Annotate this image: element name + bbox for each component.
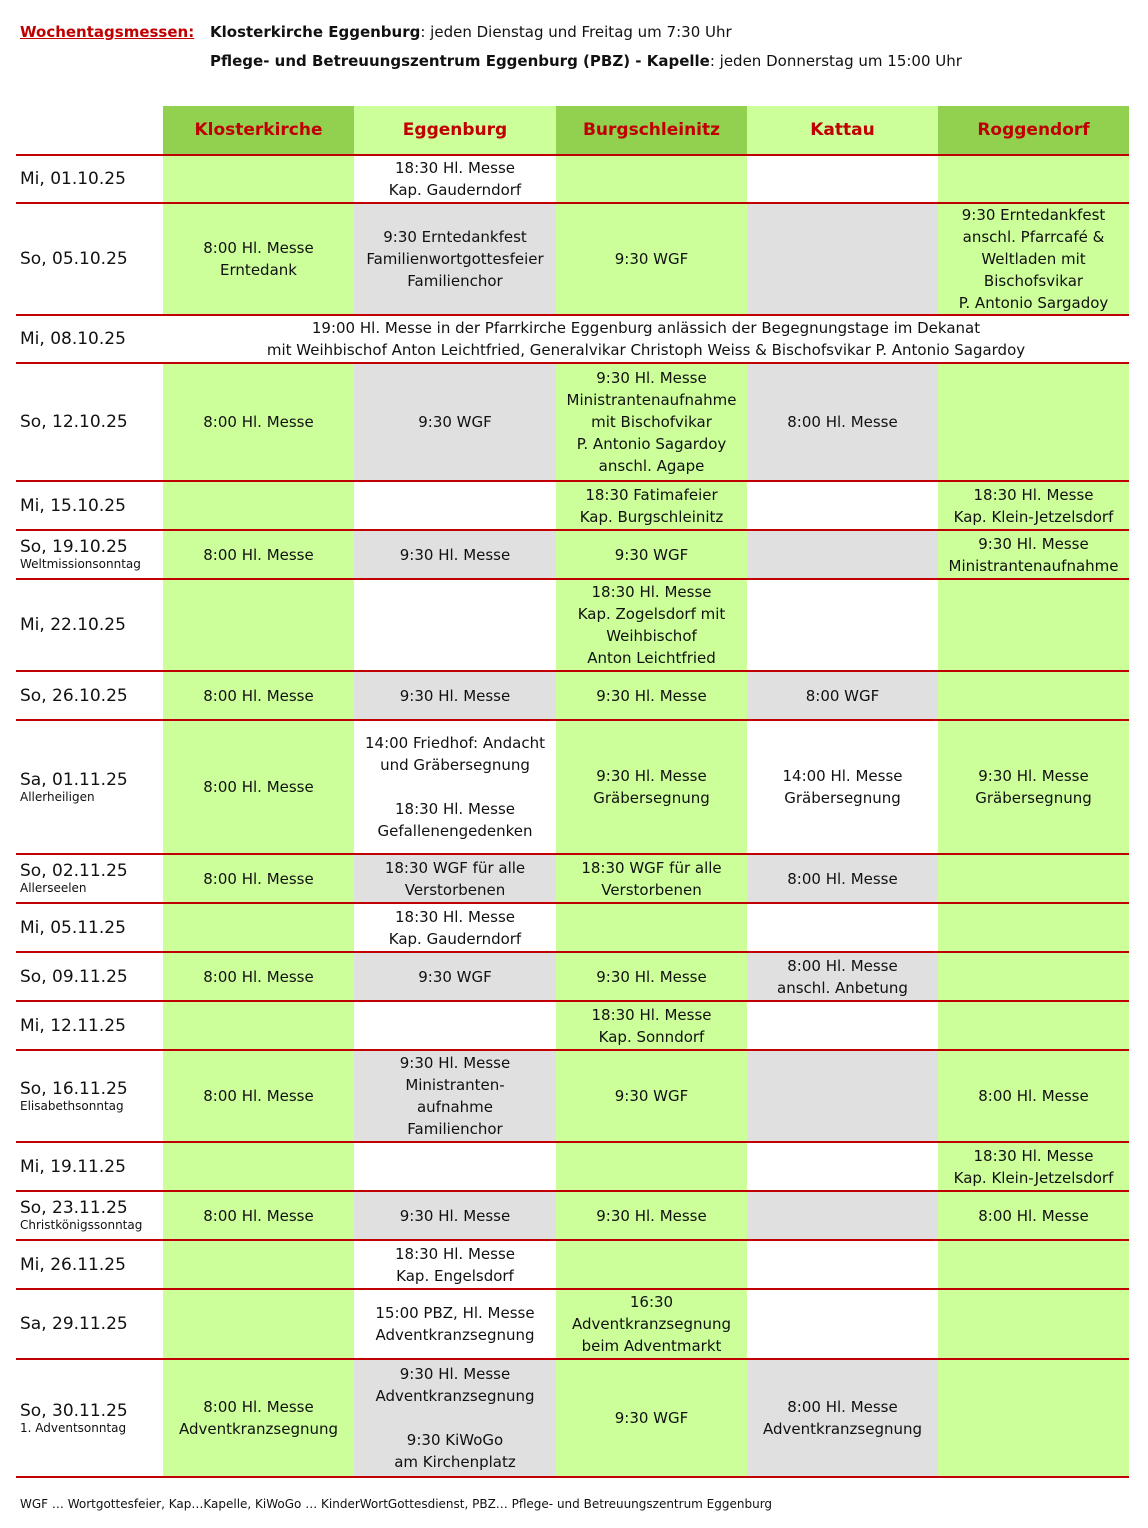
row-date-cell — [16, 530, 163, 579]
table-row — [16, 579, 1129, 671]
row-date-cell — [16, 481, 163, 530]
row-date-cell — [16, 671, 163, 720]
cell-burgschleinitz: 9:30 WGF — [556, 1050, 747, 1142]
cell-klosterkirche: 8:00 Hl. Messe — [163, 671, 354, 720]
cell-burgschleinitz: 18:30 Hl. Messe Kap. Zogelsdorf mit Weihbischof Anton Leichtfried — [556, 579, 747, 671]
column-header-eggenburg: Eggenburg — [354, 106, 556, 155]
cell-kattau — [747, 530, 938, 579]
row-date: Mi, 01.10.25 — [20, 169, 126, 189]
line-1-times: : jeden Dienstag und Freitag um 7:30 Uhr — [420, 23, 732, 41]
row-date: So, 05.10.25 — [20, 249, 128, 269]
row-occasion: Allerheiligen — [20, 789, 95, 804]
row-date: So, 02.11.25 — [20, 861, 128, 881]
row-date-cell — [16, 315, 163, 363]
table-row — [16, 481, 1129, 530]
cell-burgschleinitz: 9:30 Hl. Messe — [556, 952, 747, 1001]
table-row — [16, 952, 1129, 1001]
table-row — [16, 315, 1129, 363]
cell-klosterkirche: 8:00 Hl. Messe — [163, 530, 354, 579]
row-occasion: 1. Adventsonntag — [20, 1420, 127, 1435]
cell-klosterkirche — [163, 579, 354, 671]
cell-eggenburg: 18:30 Hl. Messe Kap. Gauderndorf — [354, 155, 556, 203]
cell-roggendorf — [938, 579, 1129, 671]
cell-burgschleinitz: 18:30 Fatimafeier Kap. Burgschleinitz — [556, 481, 747, 530]
table-row — [16, 1359, 1129, 1477]
abbreviation-legend: WGF … Wortgottesfeier, Kap…Kapelle, KiWoGo … KinderWortGottesdienst, PBZ… Pflege- und Betreuungszentrum Eggenburg — [20, 1497, 773, 1511]
cell-burgschleinitz: 9:30 Hl. Messe Gräbersegnung — [556, 720, 747, 854]
cell-roggendorf — [938, 854, 1129, 903]
mass-schedule-table — [16, 106, 1129, 1478]
cell-klosterkirche — [163, 155, 354, 203]
row-occasion: Christkönigssonntag — [20, 1218, 143, 1232]
cell-eggenburg — [354, 481, 556, 530]
column-header-burgschleinitz: Burgschleinitz — [556, 106, 747, 155]
row-date-cell — [16, 579, 163, 671]
cell-klosterkirche: 8:00 Hl. Messe Adventkranzsegnung — [163, 1359, 354, 1477]
row-date-cell — [16, 1359, 163, 1477]
cell-kattau — [747, 1142, 938, 1191]
cell-kattau — [747, 579, 938, 671]
cell-burgschleinitz: 18:30 WGF für alle Verstorbenen — [556, 854, 747, 903]
cell-burgschleinitz — [556, 903, 747, 952]
row-date-cell — [16, 854, 163, 903]
cell-kattau: 14:00 Hl. Messe Gräbersegnung — [747, 720, 938, 854]
weekday-masses-line-2 — [210, 47, 962, 76]
row-date-cell — [16, 720, 163, 854]
cell-kattau: 8:00 Hl. Messe Adventkranzsegnung — [747, 1359, 938, 1477]
cell-roggendorf — [938, 1359, 1129, 1477]
cell-klosterkirche — [163, 1001, 354, 1050]
row-date-cell — [16, 363, 163, 481]
cell-eggenburg: 9:30 Hl. Messe Adventkranzsegnung 9:30 KiWoGo am Kirchenplatz — [354, 1359, 556, 1477]
cell-kattau: 8:00 Hl. Messe anschl. Anbetung — [747, 952, 938, 1001]
cell-eggenburg: 9:30 Hl. Messe — [354, 530, 556, 579]
row-date: Mi, 12.11.25 — [20, 1015, 126, 1036]
cell-roggendorf — [938, 1001, 1129, 1050]
table-header-row — [16, 106, 1129, 155]
cell-roggendorf: 8:00 Hl. Messe — [938, 1191, 1129, 1240]
row-date-cell — [16, 203, 163, 315]
cell-eggenburg: 9:30 WGF — [354, 952, 556, 1001]
line-2-location: Pflege- und Betreuungszentrum Eggenburg (PBZ) - Kapelle — [210, 52, 710, 70]
row-date: Mi, 22.10.25 — [20, 615, 126, 635]
cell-kattau: 8:00 Hl. Messe — [747, 363, 938, 481]
row-date: Mi, 26.11.25 — [20, 1254, 126, 1275]
combined-event-cell: 19:00 Hl. Messe in der Pfarrkirche Eggenburg anlässich der Begegnungstage im Dekanat mit Weihbischof Anton Leichtfried, Generalvikar Christoph Weiss & Bischofsvikar P. Antonio Sagardoy — [163, 315, 1129, 363]
row-date-cell — [16, 1050, 163, 1142]
row-date: So, 16.11.25 — [20, 1078, 128, 1099]
row-date: Mi, 15.10.25 — [20, 495, 126, 516]
row-date: So, 12.10.25 — [20, 412, 128, 432]
row-date: So, 23.11.25 — [20, 1198, 128, 1218]
weekday-masses-line-1 — [210, 18, 732, 47]
cell-roggendorf — [938, 1289, 1129, 1359]
table-row — [16, 720, 1129, 854]
row-date-cell — [16, 1240, 163, 1289]
cell-eggenburg: 15:00 PBZ, Hl. Messe Adventkranzsegnung — [354, 1289, 556, 1359]
cell-roggendorf: 9:30 Erntedankfest anschl. Pfarrcafé & Weltladen mit Bischofsvikar P. Antonio Sargadoy — [938, 203, 1129, 315]
cell-klosterkirche: 8:00 Hl. Messe — [163, 363, 354, 481]
cell-burgschleinitz: 9:30 WGF — [556, 530, 747, 579]
row-date-cell — [16, 1001, 163, 1050]
table-row — [16, 854, 1129, 903]
cell-kattau: 8:00 Hl. Messe — [747, 854, 938, 903]
row-date: Mi, 19.11.25 — [20, 1156, 126, 1177]
cell-kattau: 8:00 WGF — [747, 671, 938, 720]
cell-eggenburg: 18:30 Hl. Messe Kap. Gauderndorf — [354, 903, 556, 952]
table-row — [16, 203, 1129, 315]
cell-eggenburg: 18:30 WGF für alle Verstorbenen — [354, 854, 556, 903]
cell-burgschleinitz: 9:30 Hl. Messe Ministrantenaufnahme mit Bischofvikar P. Antonio Sagardoy anschl. Agape — [556, 363, 747, 481]
cell-burgschleinitz — [556, 1142, 747, 1191]
cell-klosterkirche: 8:00 Hl. Messe — [163, 854, 354, 903]
weekday-masses-label: Wochentagsmessen: — [20, 23, 195, 41]
cell-burgschleinitz: 16:30 Adventkranzsegnung beim Adventmarkt — [556, 1289, 747, 1359]
cell-kattau — [747, 1240, 938, 1289]
cell-kattau — [747, 481, 938, 530]
cell-burgschleinitz: 18:30 Hl. Messe Kap. Sonndorf — [556, 1001, 747, 1050]
table-row — [16, 530, 1129, 579]
table-row — [16, 363, 1129, 481]
table-row — [16, 1289, 1129, 1359]
cell-klosterkirche — [163, 1240, 354, 1289]
cell-kattau — [747, 203, 938, 315]
cell-roggendorf — [938, 155, 1129, 203]
row-occasion: Allerseelen — [20, 881, 87, 895]
cell-klosterkirche: 8:00 Hl. Messe Erntedank — [163, 203, 354, 315]
column-header-roggendorf: Roggendorf — [938, 106, 1129, 155]
row-date: So, 09.11.25 — [20, 966, 128, 987]
cell-klosterkirche: 8:00 Hl. Messe — [163, 1191, 354, 1240]
cell-eggenburg: 9:30 WGF — [354, 363, 556, 481]
cell-roggendorf: 8:00 Hl. Messe — [938, 1050, 1129, 1142]
cell-roggendorf — [938, 363, 1129, 481]
cell-roggendorf — [938, 952, 1129, 1001]
table-row — [16, 671, 1129, 720]
cell-roggendorf — [938, 903, 1129, 952]
cell-burgschleinitz: 9:30 WGF — [556, 203, 747, 315]
cell-roggendorf: 18:30 Hl. Messe Kap. Klein-Jetzelsdorf — [938, 481, 1129, 530]
cell-roggendorf — [938, 671, 1129, 720]
cell-klosterkirche — [163, 1289, 354, 1359]
cell-kattau — [747, 1050, 938, 1142]
cell-eggenburg: 9:30 Hl. Messe — [354, 671, 556, 720]
cell-eggenburg: 18:30 Hl. Messe Kap. Engelsdorf — [354, 1240, 556, 1289]
cell-klosterkirche — [163, 481, 354, 530]
cell-klosterkirche: 8:00 Hl. Messe — [163, 1050, 354, 1142]
table-row — [16, 155, 1129, 203]
header-corner — [16, 106, 163, 155]
cell-burgschleinitz — [556, 1240, 747, 1289]
row-date: So, 30.11.25 — [20, 1400, 128, 1421]
row-date: Sa, 01.11.25 — [20, 769, 128, 790]
line-1-location: Klosterkirche Eggenburg — [210, 23, 421, 41]
row-date: Sa, 29.11.25 — [20, 1314, 128, 1334]
cell-eggenburg: 14:00 Friedhof: Andacht und Gräbersegnung 18:30 Hl. Messe Gefallenengedenken — [354, 720, 556, 854]
row-date-cell — [16, 1191, 163, 1240]
row-date-cell — [16, 903, 163, 952]
row-date-cell — [16, 155, 163, 203]
table-row — [16, 1001, 1129, 1050]
table-body — [16, 155, 1129, 1477]
cell-eggenburg: 9:30 Erntedankfest Familienwortgottesfeier Familienchor — [354, 203, 556, 315]
table-row — [16, 1050, 1129, 1142]
row-date: Mi, 05.11.25 — [20, 917, 126, 938]
row-date: So, 26.10.25 — [20, 685, 128, 706]
row-date: So, 19.10.25 — [20, 537, 128, 557]
cell-klosterkirche — [163, 1142, 354, 1191]
row-occasion: Elisabethsonntag — [20, 1098, 124, 1113]
table-row — [16, 903, 1129, 952]
cell-eggenburg — [354, 579, 556, 671]
table-row — [16, 1240, 1129, 1289]
cell-kattau — [747, 1191, 938, 1240]
cell-klosterkirche: 8:00 Hl. Messe — [163, 952, 354, 1001]
cell-roggendorf: 9:30 Hl. Messe Gräbersegnung — [938, 720, 1129, 854]
cell-kattau — [747, 903, 938, 952]
cell-burgschleinitz: 9:30 WGF — [556, 1359, 747, 1477]
cell-kattau — [747, 1289, 938, 1359]
row-date: Mi, 08.10.25 — [20, 329, 126, 349]
table-row — [16, 1142, 1129, 1191]
row-date-cell — [16, 1142, 163, 1191]
cell-kattau — [747, 1001, 938, 1050]
column-header-klosterkirche: Klosterkirche — [163, 106, 354, 155]
cell-eggenburg: 9:30 Hl. Messe — [354, 1191, 556, 1240]
table-row — [16, 1191, 1129, 1240]
row-date-cell — [16, 1289, 163, 1359]
cell-eggenburg: 9:30 Hl. Messe Ministranten- aufnahme Familienchor — [354, 1050, 556, 1142]
cell-roggendorf: 18:30 Hl. Messe Kap. Klein-Jetzelsdorf — [938, 1142, 1129, 1191]
column-header-kattau: Kattau — [747, 106, 938, 155]
cell-klosterkirche: 8:00 Hl. Messe — [163, 720, 354, 854]
cell-burgschleinitz — [556, 155, 747, 203]
cell-klosterkirche — [163, 903, 354, 952]
cell-kattau — [747, 155, 938, 203]
cell-burgschleinitz: 9:30 Hl. Messe — [556, 1191, 747, 1240]
cell-eggenburg — [354, 1142, 556, 1191]
cell-roggendorf — [938, 1240, 1129, 1289]
row-occasion: Weltmissionsonntag — [20, 557, 141, 571]
cell-burgschleinitz: 9:30 Hl. Messe — [556, 671, 747, 720]
line-2-times: : jeden Donnerstag um 15:00 Uhr — [709, 52, 962, 70]
cell-eggenburg — [354, 1001, 556, 1050]
row-date-cell — [16, 952, 163, 1001]
cell-roggendorf: 9:30 Hl. Messe Ministrantenaufnahme — [938, 530, 1129, 579]
